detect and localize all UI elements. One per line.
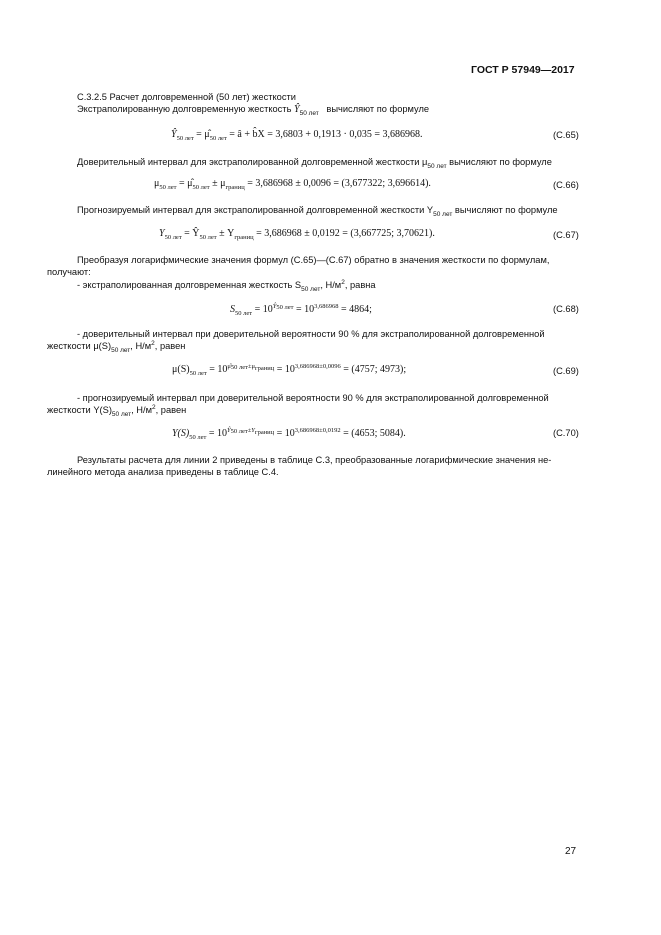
- paragraph-results-line2: линейного метода анализа приведены в таблице С.4.: [47, 467, 279, 477]
- list-item-prediction-line1: - прогнозируемый интервал при доверительной вероятности 90 % для экстраполированной долговременной: [77, 393, 549, 403]
- formula-c67-lhs-sub: 50 лет: [164, 234, 182, 241]
- formula-c70-lhs: Y(S): [172, 428, 190, 439]
- formula-c65-body: = â + b̂X = 3,6803 + 0,1913 · 0,035 = 3,686968.: [229, 129, 423, 140]
- formula-c70: [172, 428, 406, 439]
- formula-c65-mu: = μ̂: [196, 129, 210, 140]
- formula-c66-pm: ± μ: [212, 178, 226, 189]
- formula-c68-lhs: S: [230, 304, 235, 315]
- formula-c68-exp-sub: 50 лет: [276, 304, 294, 311]
- formula-c69-lhs: μ(S): [172, 364, 190, 375]
- formula-c66-number: (С.66): [553, 180, 579, 190]
- list-item-extrapolated-sub: 50 лет: [301, 286, 321, 293]
- intro-symbol-sub: 50 лет: [299, 110, 319, 117]
- document-header-standard: ГОСТ Р 57949—2017: [471, 64, 575, 76]
- formula-c67-pm: ± Y: [219, 228, 235, 239]
- formula-c68-base2: = 10: [295, 304, 315, 315]
- formula-c66: [154, 178, 431, 189]
- formula-c67-lhs: Y: [159, 228, 165, 239]
- paragraph-prediction-text: Прогнозируемый интервал для экстраполированной долговременной жесткости Y: [77, 205, 434, 215]
- formula-c65-lhs: Ŷ: [171, 129, 177, 140]
- formula-c67-number: (С.67): [553, 230, 579, 240]
- list-item-confidence-unit: , Н/м: [130, 341, 152, 351]
- list-item-confidence-line2: [47, 340, 185, 354]
- list-item-confidence-line1: - доверительный интервал при доверительной вероятности 90 % для экстраполированной долговременной: [77, 329, 545, 339]
- formula-c65: [171, 129, 423, 140]
- list-item-extrapolated-text: - экстраполированная долговременная жесткость S: [77, 280, 302, 290]
- page-number: 27: [565, 846, 577, 857]
- formula-c70-exp: Ŷ: [226, 427, 231, 434]
- formula-c68-lhs-sub: 50 лет: [235, 310, 253, 317]
- paragraph-transform-line1: Преобразуя логарифмические значения формул (С.65)—(С.67) обратно в значения жесткости по формулам,: [77, 255, 550, 265]
- formula-c69-exp-pm: ±μ: [247, 363, 256, 370]
- formula-c68-exp: Ŷ: [272, 303, 277, 310]
- formula-c70-body: = (4653; 5084).: [343, 428, 406, 439]
- formula-c68: [230, 304, 372, 315]
- formula-c70-lhs-sub: 50 лет: [189, 434, 207, 441]
- paragraph-confidence-text: Доверительный интервал для экстраполированной долговременной жесткости μ: [77, 157, 428, 167]
- formula-c69-base: = 10: [209, 364, 228, 375]
- formula-c66-mu-hat: = μ̂: [178, 178, 193, 189]
- formula-c65-lhs-sub: 50 лет: [176, 135, 194, 142]
- paragraph-confidence-tail: вычисляют по формуле: [446, 157, 552, 167]
- formula-c69-exp2: 3,686968±0,0096: [294, 363, 341, 370]
- formula-c69: [172, 364, 406, 375]
- formula-c70-exp-pm-sub: границ: [254, 429, 275, 436]
- formula-c67-y-hat: = Ŷ: [184, 228, 200, 239]
- intro-text: Экстраполированную долговременную жесткость: [77, 104, 292, 114]
- formula-c67: [159, 228, 435, 239]
- formula-c66-lhs-sub: 50 лет: [159, 184, 177, 191]
- formula-c70-exp-sub: 50 лет: [230, 428, 248, 435]
- formula-c69-exp-sub: 50 лет: [230, 364, 248, 371]
- formula-c70-number: (С.70): [553, 428, 579, 438]
- formula-c66-pm-sub: границ: [225, 184, 245, 191]
- list-item-confidence-sup: 2: [151, 340, 155, 347]
- formula-c67-pm-sub: границ: [234, 234, 254, 241]
- formula-c69-exp-pm-sub: границ: [255, 365, 275, 372]
- list-item-confidence-sub: 50 лет: [111, 347, 131, 354]
- list-item-prediction-sub: 50 лет: [111, 411, 132, 418]
- formula-c66-mu-hat-sub: 50 лет: [192, 184, 210, 191]
- formula-c66-lhs: μ: [154, 178, 160, 189]
- list-item-extrapolated-sup: 2: [341, 279, 345, 286]
- list-item-prediction-sup: 2: [152, 404, 156, 411]
- formula-c65-mu-sub: 50 лет: [209, 135, 227, 142]
- formula-c68-body: = 4864;: [341, 304, 372, 315]
- list-item-prediction-tail: , равен: [155, 405, 187, 415]
- intro-tail: вычисляют по формуле: [326, 104, 430, 114]
- paragraph-results-line1: Результаты расчета для линии 2 приведены в таблице С.3, преобразованные логарифмические значения не-: [77, 455, 552, 465]
- intro-line: [77, 103, 429, 117]
- formula-c67-body: = 3,686968 ± 0,0192 = (3,667725; 3,70621).: [256, 228, 435, 239]
- list-item-confidence-text: жесткости μ(S): [47, 341, 112, 351]
- paragraph-confidence-sub: 50 лет: [427, 163, 447, 170]
- list-item-extrapolated: [77, 279, 376, 293]
- formula-c65-number: (С.65): [553, 130, 579, 140]
- list-item-prediction-unit: , Н/м: [131, 405, 152, 415]
- formula-c70-base: = 10: [208, 428, 227, 439]
- formula-c68-number: (С.68): [553, 304, 579, 314]
- formula-c68-exp2: 3,686968: [314, 303, 339, 310]
- paragraph-prediction-tail: вычисляют по формуле: [452, 205, 558, 215]
- formula-c70-base2: = 10: [276, 428, 295, 439]
- formula-c69-body: = (4757; 4973);: [343, 364, 407, 375]
- formula-c69-exp: μ̂: [227, 363, 231, 370]
- formula-c68-base: = 10: [254, 304, 273, 315]
- list-item-prediction-text: жесткости Y(S): [47, 405, 112, 415]
- formula-c67-y-hat-sub: 50 лет: [199, 234, 217, 241]
- formula-c69-lhs-sub: 50 лет: [189, 370, 207, 377]
- list-item-confidence-tail: , равен: [154, 341, 186, 351]
- list-item-prediction-line2: [47, 404, 186, 418]
- list-item-extrapolated-tail: , равна: [344, 280, 376, 290]
- paragraph-prediction: [77, 204, 558, 218]
- intro-symbol: Ŷ: [294, 104, 300, 115]
- formula-c69-number: (С.69): [553, 366, 579, 376]
- formula-c70-exp2: 3,686968±0,0192: [294, 427, 341, 434]
- formula-c70-exp-pm: ±Y: [247, 427, 255, 434]
- paragraph-prediction-sub: 50 лет: [433, 211, 453, 218]
- list-item-extrapolated-unit: , Н/м: [320, 280, 342, 290]
- paragraph-confidence: [77, 156, 552, 170]
- section-heading: С.3.2.5 Расчет долговременной (50 лет) жесткости: [77, 92, 296, 102]
- formula-c66-body: = 3,686968 ± 0,0096 = (3,677322; 3,696614).: [247, 178, 431, 189]
- formula-c69-base2: = 10: [276, 364, 295, 375]
- paragraph-transform-line2: получают:: [47, 267, 91, 277]
